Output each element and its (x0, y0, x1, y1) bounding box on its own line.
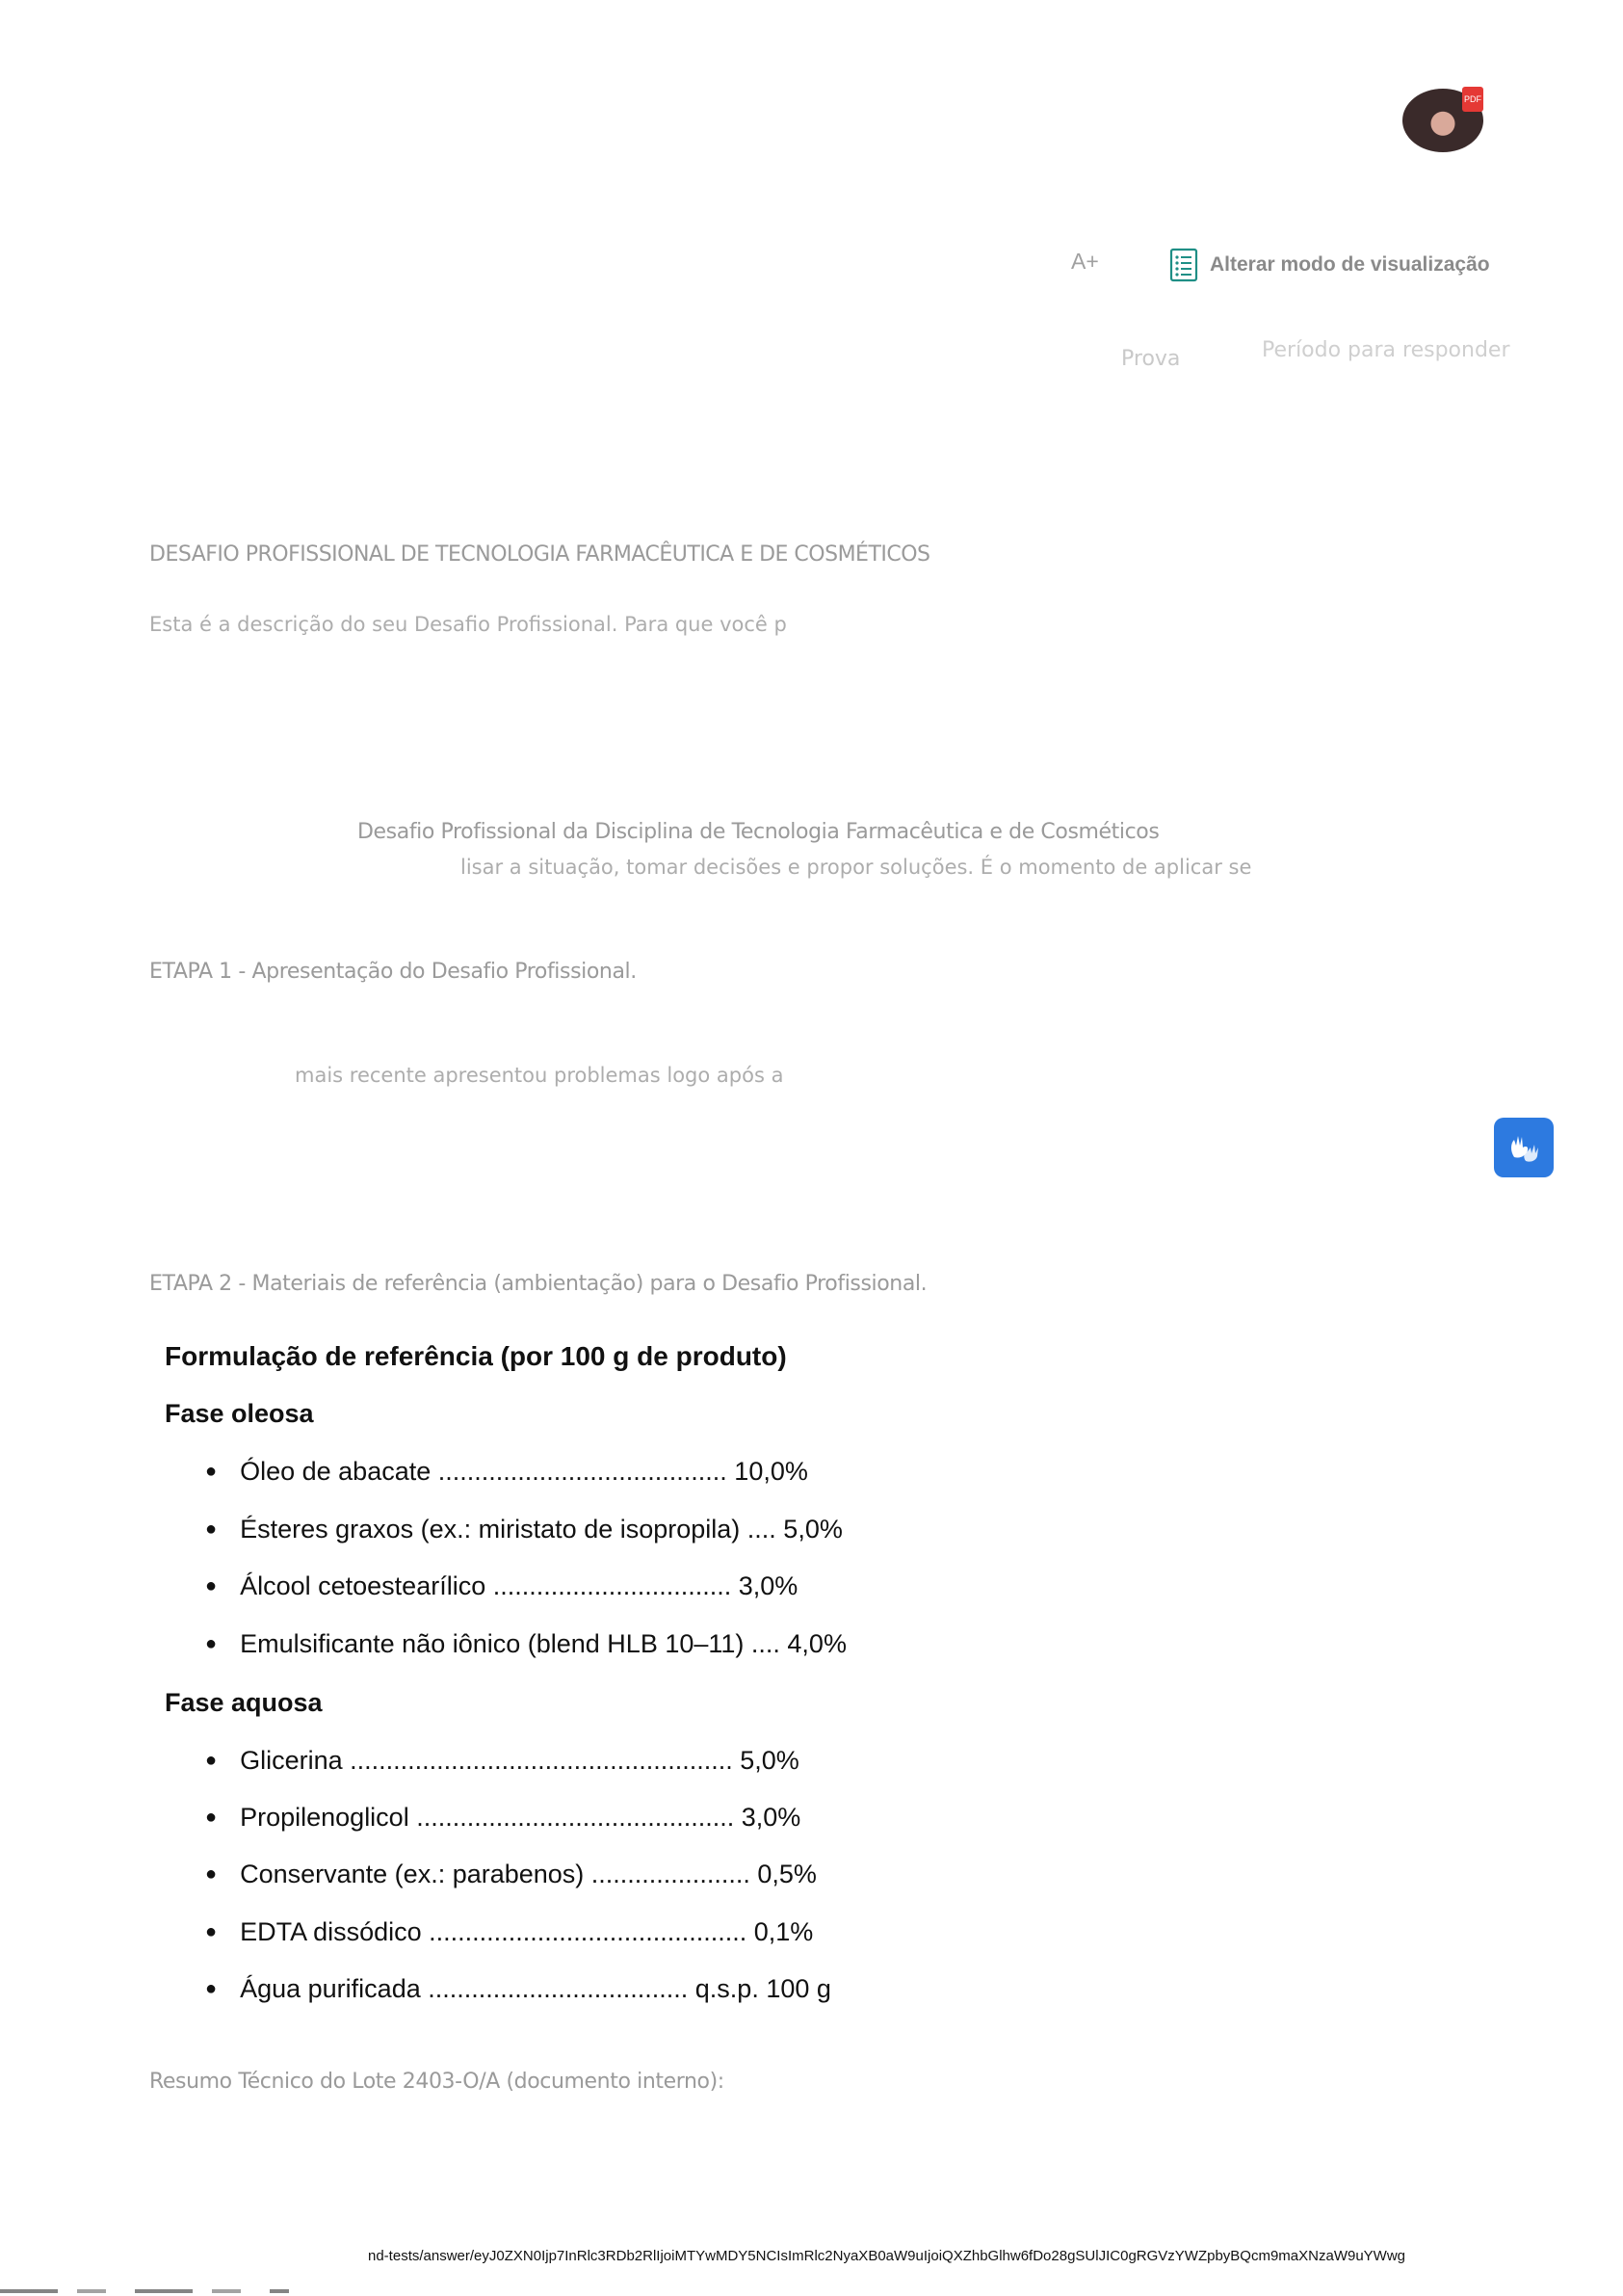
aqueous-phase-title: Fase aquosa (165, 1688, 323, 1717)
challenge-text: lisar a situação, tomar decisões e propor soluções. É o momento de aplicar se (460, 856, 1252, 879)
formulation-reference (149, 1330, 920, 2023)
list-icon (1169, 248, 1198, 282)
challenge-description: Esta é a descrição do seu Desafio Profissional. Para que você p (149, 613, 787, 636)
etapa1-text: mais recente apresentou problemas logo após a (295, 1064, 784, 1087)
list-item: ● Glicerina ..................................................... 5,0% (205, 1746, 799, 1775)
challenge-title: Desafio Profissional da Disciplina de Tecnologia Farmacêutica e de Cosméticos (357, 820, 1160, 844)
formulation-title: Formulação de referência (por 100 g de produto) (165, 1341, 787, 1371)
section-title: DESAFIO PROFISSIONAL DE TECNOLOGIA FARMACÊUTICA E DE COSMÉTICOS (149, 542, 930, 567)
pdf-icon[interactable]: PDF (1462, 87, 1483, 112)
view-mode-button[interactable] (1169, 246, 1490, 284)
list-item: ● Ésteres graxos (ex.: miristato de isopropila) .... 5,0% (205, 1515, 843, 1544)
list-item: ● EDTA dissódico ............................................ 0,1% (205, 1917, 814, 1946)
lot-summary-title: Resumo Técnico do Lote 2403-O/A (documento interno): (149, 2070, 724, 2094)
list-item: ● Emulsificante não iônico (blend HLB 10–11) .... 4,0% (205, 1629, 847, 1658)
etapa2-title: ETAPA 2 - Materiais de referência (ambientação) para o Desafio Profissional. (149, 1272, 928, 1296)
bottom-strip (0, 2289, 289, 2293)
list-item: ● Óleo de abacate ........................................ 10,0% (205, 1457, 808, 1486)
response-period-label: Período para responder (1262, 338, 1510, 362)
page-url: nd-tests/answer/eyJ0ZXN0Ijp7InRlc3RDb2RlIjoiMTYwMDY5NCIsImRlc2NyaXB0aW9uIjoiQXZhbGlhw6fDo28gSUlJIC0gRGVzYWZpbyBQcm9maXNzaW9uYWwg (368, 2248, 1406, 2264)
oil-phase-title: Fase oleosa (165, 1399, 314, 1428)
list-item: ● Propilenoglicol ............................................ 3,0% (205, 1803, 801, 1832)
prova-label: Prova (1121, 347, 1181, 371)
etapa1-title: ETAPA 1 - Apresentação do Desafio Profissional. (149, 960, 637, 984)
list-item: ● Conservante (ex.: parabenos) ...................... 0,5% (205, 1860, 817, 1888)
list-item: ● Álcool cetoestearílico ................................. 3,0% (205, 1571, 798, 1600)
sign-language-button[interactable] (1494, 1118, 1554, 1177)
view-mode-label: Alterar modo de visualização (1210, 253, 1490, 276)
font-increase-button[interactable]: A+ (1071, 249, 1099, 274)
sign-language-hands-icon (1505, 1128, 1543, 1167)
list-item: ● Água purificada .................................... q.s.p. 100 g (205, 1974, 831, 2003)
